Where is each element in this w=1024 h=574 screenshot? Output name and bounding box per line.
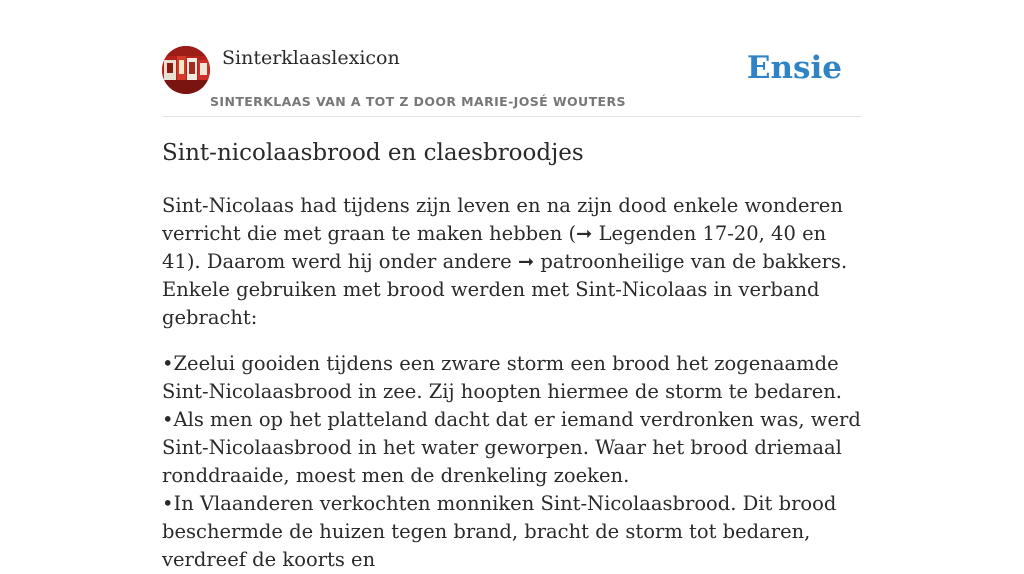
article-body — [162, 192, 867, 574]
list-item: •Zeelui gooiden tijdens een zware storm een brood het zogenaamde Sint-Nicolaasbrood in zee. Zij hoopten hiermee de storm te bedaren. — [162, 352, 842, 403]
site-name[interactable]: Sinterklaaslexicon — [222, 47, 400, 69]
page-title: Sint-nicolaasbrood en claesbroodjes — [162, 140, 584, 166]
avatar[interactable] — [162, 46, 210, 94]
site-subtitle: SINTERKLAAS VAN A TOT Z DOOR MARIE-JOSÉ WOUTERS — [210, 94, 626, 109]
site-header — [162, 46, 862, 117]
list-item: •Als men op het platteland dacht dat er iemand verdronken was, werd Sint-Nicolaasbrood in het water geworpen. Waar het brood driemaal ronddraaide, moest men de drenkeling zoeken. — [162, 408, 861, 487]
brand-logo[interactable]: Ensie — [746, 50, 842, 86]
list-item: •In Vlaanderen verkochten monniken Sint-Nicolaasbrood. Dit brood beschermde de huizen tegen brand, bracht de storm tot bedaren, verdreef de koorts en — [162, 492, 837, 571]
bullet-list — [162, 350, 867, 574]
intro-paragraph: Sint-Nicolaas had tijdens zijn leven en na zijn dood enkele wonderen verricht die met graan te maken hebben (➞ Legenden 17-20, 40 en 41). Daarom werd hij onder andere ➞ patroonheilige van de bakkers. Enkele gebruiken met brood werden met Sint-Nicolaas in verband gebracht: — [162, 194, 848, 329]
